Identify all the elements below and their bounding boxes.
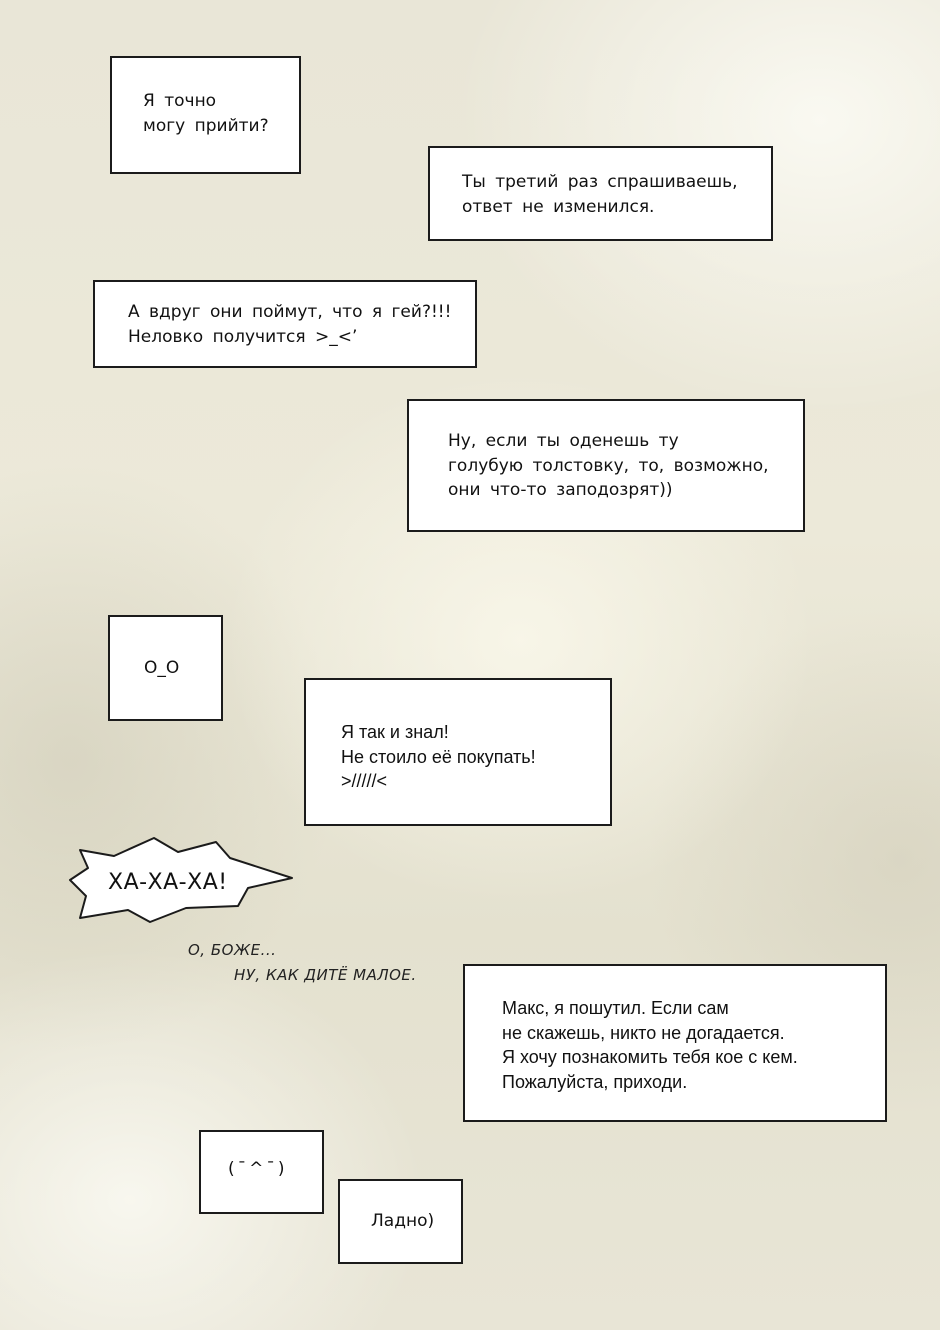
message-text: Макс, я пошутил. Если сам не скажешь, никто не догадается. Я хочу познакомить тебя кое с кем. Пожалуйста, приходи. [502,998,798,1092]
message-text: Ты третий раз спрашиваешь, ответ не изменился. [462,172,738,217]
message-text: Я точно могу прийти? [143,91,269,136]
aside-line: О, БОЖЕ... [188,941,277,959]
aside-line: НУ, КАК ДИТЁ МАЛОЕ. [234,966,417,984]
shout-text: ХА-ХА-ХА! [108,870,228,895]
message-text: А вдруг они поймут, что я гей?!!! Неловко получится >_<’ [128,302,452,347]
message-text: Ну, если ты оденешь ту голубую толстовку, то, возможно, они что-то заподозрят)) [448,431,769,500]
message-text: (¯^¯) [228,1159,288,1179]
message-text: O_O [144,658,180,678]
message-text: Я так и знал! Не стоило её покупать! >/////< [341,722,536,791]
message-text: Ладно) [371,1211,435,1231]
